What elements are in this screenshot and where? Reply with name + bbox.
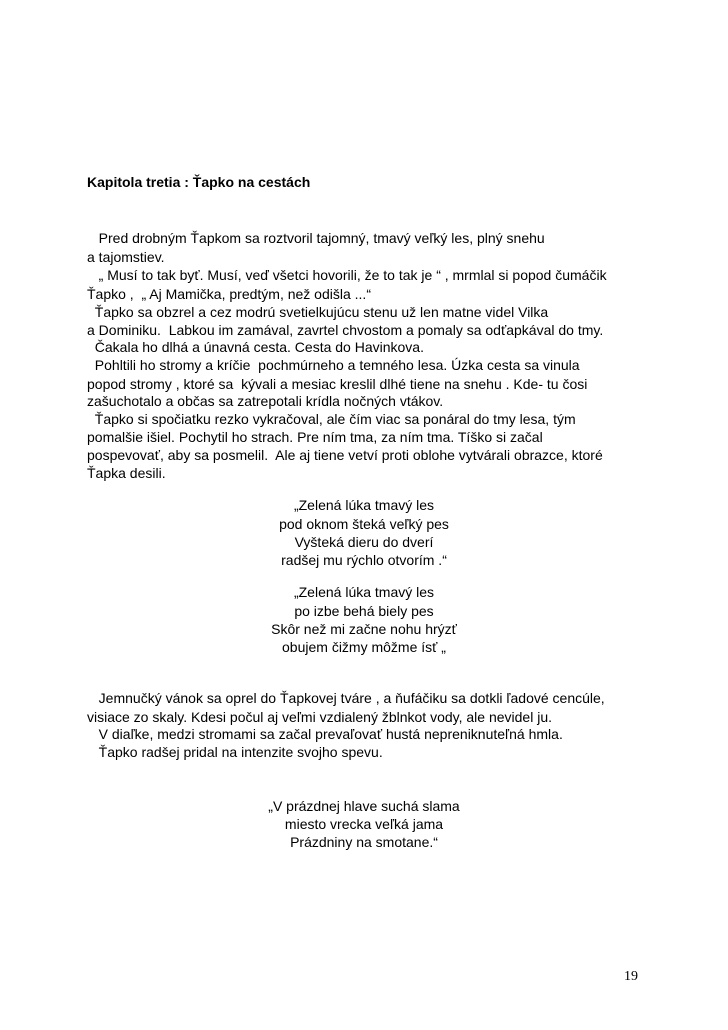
text-line: „ Musí to tak byť. Musí, veď všetci hovorili, že to tak je “ , mrmlal si popod čumáčik <box>87 267 607 283</box>
text-line: pospevovať, aby sa posmelil. Ale aj tiene vetví proti oblohe vytvárali obrazce, ktoré <box>87 447 603 463</box>
text-line: Ťapko si spočiatku rezko vykračoval, ale čím viac sa ponáral do tmy lesa, tým <box>87 411 576 427</box>
text-line: a Dominiku. Labkou im zamával, zavrtel chvostom a pomaly sa odťapkával do tmy. <box>87 322 604 338</box>
verse-line: Prázdniny na smotane.“ <box>290 834 438 850</box>
text-line: visiace zo skaly. Kdesi počul aj veľmi vzdialený žblnkot vody, ale nevidel ju. <box>87 709 553 725</box>
text-line: popod stromy , ktoré sa kývali a mesiac kreslil dlhé tiene na snehu . Kde- tu čosi <box>87 376 588 392</box>
text-line: Ťapko radšej pridal na intenzite svojho spevu. <box>87 744 383 760</box>
verse-line: radšej mu rýchlo otvorím .“ <box>281 552 447 568</box>
chapter-heading: Kapitola tretia : Ťapko na cestách <box>87 174 311 190</box>
text-line: Jemnučký vánok sa oprel do Ťapkovej tváre , a ňufáčiku sa dotkli ľadové cencúle, <box>87 690 605 706</box>
verse-line: Skôr než mi začne nohu hrýzť <box>271 621 457 637</box>
text-line: Ťapka desili. <box>87 465 166 481</box>
verse-line: „V prázdnej hlave suchá slama <box>268 798 460 814</box>
verse-line: Vyšteká dieru do dverí <box>294 534 434 550</box>
text-line: Ťapko , „ Aj Mamička, predtým, než odišla ...“ <box>87 286 371 302</box>
text-line: Pred drobným Ťapkom sa roztvoril tajomný, tmavý veľký les, plný snehu <box>87 230 545 246</box>
text-line: Čakala ho dlhá a únavná cesta. Cesta do Havinkova. <box>87 339 424 355</box>
page-number: 19 <box>624 969 638 984</box>
verse-line: pod oknom šteká veľký pes <box>279 516 449 532</box>
verse-line: „Zelená lúka tmavý les <box>293 497 435 513</box>
verse-line: „Zelená lúka tmavý les <box>293 584 435 600</box>
verse-line: miesto vrecka veľká jama <box>284 816 444 832</box>
text-line: V diaľke, medzi stromami sa začal prevaľovať hustá nepreniknuteľná hmla. <box>87 726 563 742</box>
verse-line: po izbe behá biely pes <box>294 603 434 619</box>
text-line: Ťapko sa obzrel a cez modrú svetielkujúcu stenu už len matne videl Vilka <box>87 304 549 320</box>
text-line: pomalšie išiel. Pochytil ho strach. Pre ním tma, za ním tma. Tíško si začal <box>87 429 543 445</box>
text-line: zašuchotalo a občas sa zatrepotali krídla nočných vtákov. <box>87 393 444 409</box>
text-line: a tajomstiev. <box>87 249 165 265</box>
verse-line: obujem čižmy môžme ísť „ <box>282 639 446 655</box>
text-line: Pohltili ho stromy a kríčie pochmúrneho a temného lesa. Úzka cesta sa vinula <box>87 357 580 373</box>
